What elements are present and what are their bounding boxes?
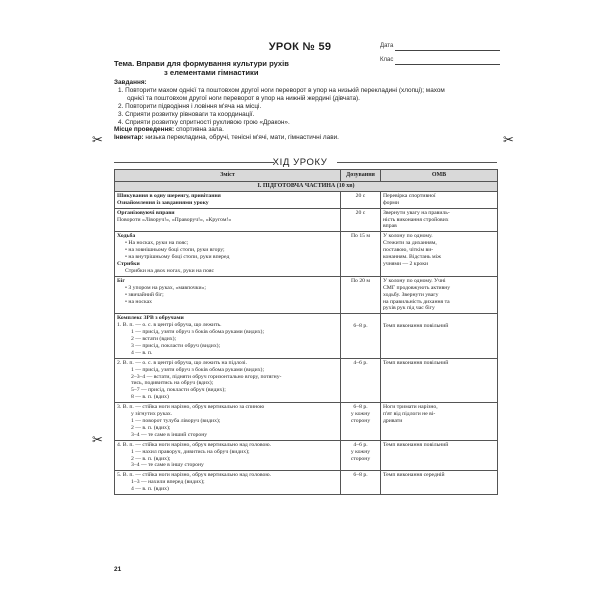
- row-text: 1. В. п. — о. с. в центрі обруча, що лежить.: [117, 322, 222, 329]
- row-text: 3 — присід, покласти обруч (видих);: [131, 342, 221, 349]
- row-text: 1 — присід, узяти обруч з боків обома руками (видих);: [131, 329, 265, 336]
- row-text: 2 — в. п. (вдих);: [131, 424, 171, 431]
- table-row: [115, 191, 498, 208]
- table-header-row: [115, 170, 498, 182]
- table-row: [115, 276, 498, 314]
- table-row: [115, 232, 498, 276]
- tasks-heading: Завдання:: [114, 79, 147, 86]
- row-text: Організовуючі вправи: [117, 209, 175, 216]
- row-text: 5. В. п. — стійка ноги нарізно, обруч вертикально над головою.: [117, 472, 272, 479]
- row-omv: У колону по одному.: [383, 233, 433, 240]
- task-4: 4. Сприяти розвитку спритності рухливою грою «Дракон».: [118, 118, 290, 126]
- row-omv: Стежити за диханням,: [383, 240, 437, 247]
- place-label: Місце проведення:: [114, 126, 175, 134]
- row-text: 3. В. п. — стійка ноги нарізно, обруч вертикально за спиною: [117, 404, 265, 411]
- row-omv: Перевірка спортивної: [383, 192, 436, 199]
- table-row: [115, 358, 498, 402]
- scissors-icon-lower: ✂: [92, 433, 103, 448]
- row-text: Стрибки на двох ногах, руки на пояс: [125, 267, 214, 274]
- class-label: Клас: [380, 57, 394, 63]
- row-text: Повороти «Ліворуч!», «Праворуч!», «Кругом!»: [117, 216, 232, 223]
- lesson-title: УРОК № 59: [268, 41, 332, 53]
- row-text: Шикування в одну шеренгу, привітання: [117, 192, 221, 199]
- table-row: [115, 403, 498, 441]
- row-omv: У колону по одному. Учні: [383, 277, 446, 284]
- task-1-line-2: однієї та поштовхом другої ноги переворот в упор на нижній жердині (дівчата).: [127, 94, 360, 102]
- divider-right: [337, 162, 497, 163]
- row-text: • З упором на руках, «мавпочки»;: [125, 284, 206, 291]
- row-text: Стрибки: [117, 260, 140, 267]
- scissors-icon-right: ✂: [503, 133, 514, 148]
- row-text: тись, подивитись на обруч (вдих);: [131, 380, 214, 387]
- row-text: Комплекс ЗРВ з обручами: [117, 315, 184, 322]
- row-text: у зігнутих руках.: [131, 411, 173, 418]
- page-number: 21: [114, 566, 122, 573]
- topic-line-1: Тема. Вправи для формування культури рухів: [114, 59, 289, 68]
- col-header-content: Зміст: [115, 170, 341, 182]
- row-text: Біг: [117, 277, 125, 284]
- task-3: 3. Сприяти розвитку рівноваги та координації.: [118, 110, 255, 118]
- row-text: 3–4 — те саме в іншу сторону: [131, 462, 204, 469]
- inventory-label: Інвентар:: [114, 134, 144, 142]
- task-1-line-1: 1. Повторити махом однієї та поштовхом другої ноги переворот в упор на низькій перекладині (хлопці); махом: [118, 86, 445, 94]
- row-text: 2. В. п. — о. с. в центрі обруча, що лежить на підлозі.: [117, 359, 247, 366]
- table-row: [115, 314, 498, 358]
- row-dosage-note: сторону: [350, 455, 371, 462]
- row-dosage-note: у кожну: [350, 411, 371, 418]
- table-row: [115, 471, 498, 495]
- date-label: Дата: [380, 43, 394, 49]
- row-text: • на внутрішньому боці стопи, руки вперед: [125, 254, 230, 261]
- row-omv: Ноги тримати нарізно,: [383, 404, 438, 411]
- row-text: 2 — в. п. (вдих);: [131, 455, 171, 462]
- row-text: 4 — в. п. (вдих): [131, 486, 169, 493]
- row-text: 1–3 — нахили вперед (видих);: [131, 479, 205, 486]
- place-value: спортивна зала.: [174, 126, 224, 134]
- row-omv: Темп виконання повільний: [383, 441, 449, 448]
- section-row: [115, 181, 498, 191]
- row-text: 1 — присід, узяти обруч з боків обома руками (видих);: [131, 366, 265, 373]
- row-omv: Темп виконання середній: [383, 472, 445, 479]
- row-omv: СМГ продовжують активну: [383, 284, 451, 291]
- row-omv: дривати: [383, 418, 403, 424]
- row-omv: форми: [383, 199, 399, 206]
- row-omv: Темп виконання повільний: [383, 323, 449, 330]
- lesson-table: [114, 169, 498, 495]
- row-text: 3–4 — те саме в інший сторону: [131, 431, 208, 438]
- date-line: [395, 50, 500, 51]
- table-row: [115, 440, 498, 471]
- row-dosage-note: сторону: [350, 418, 371, 424]
- row-text: • На носках, руки на пояс;: [125, 240, 189, 247]
- row-omv: Темп виконання повільний: [383, 359, 449, 366]
- row-omv: на правильність дихання та: [383, 298, 450, 305]
- task-2: 2. Повторити підводіння і ловіння м'яча на місці.: [118, 102, 262, 110]
- row-omv: поставою, чіткім ви-: [383, 247, 434, 254]
- row-text: 4 — в. п.: [131, 349, 153, 356]
- row-text: 4. В. п. — стійка ноги нарізно, обруч вертикально над головою.: [117, 441, 272, 448]
- col-header-dosage: Дозування: [341, 170, 381, 182]
- row-omv: вправ: [383, 223, 397, 230]
- row-omv: п'ят від підлоги не ві-: [383, 411, 436, 418]
- row-omv: учнями — 2 кроки: [383, 260, 429, 267]
- row-omv: конанням. Відстань між: [383, 254, 442, 261]
- row-dosage: 20 с: [341, 191, 381, 208]
- row-text: 1 — поворот тулуба ліворуч (видих);: [131, 418, 221, 424]
- row-dosage: 20 с: [341, 208, 381, 232]
- topic-line-2: з елементами гімнастики: [164, 68, 259, 77]
- row-dosage: По 15 м: [341, 232, 381, 276]
- row-text: 2 — встати (вдих);: [131, 336, 177, 343]
- tasks-block: [114, 79, 494, 142]
- lesson-flow-title: ХІД УРОКУ: [272, 157, 328, 168]
- row-text: 8 — в. п. (вдих): [131, 394, 169, 401]
- row-dosage: По 20 м: [341, 276, 381, 314]
- row-dosage: 6–8 р.: [353, 404, 368, 411]
- row-text: • на носках: [125, 298, 153, 305]
- scissors-icon: ✂: [92, 133, 103, 148]
- row-text: • звичайний біг;: [125, 291, 164, 298]
- row-omv: рухів рук під час бігу: [383, 305, 435, 312]
- row-text: Ознайомлення із завданнями уроку: [117, 199, 209, 206]
- inventory-line: [114, 134, 494, 142]
- row-omv: Звернути увагу на правиль-: [383, 209, 450, 216]
- row-text: 1 — нахил праворуч, дивитись на обруч (видих);: [131, 448, 250, 455]
- row-omv: ходьбу. Звернути увагу: [383, 291, 439, 298]
- row-dosage-note: у кожну: [350, 448, 371, 455]
- lesson-topic: [114, 59, 384, 77]
- row-dosage: 6–8 р.: [341, 314, 381, 358]
- row-text: Ходьба: [117, 233, 136, 240]
- row-dosage: 4–6 р.: [341, 358, 381, 402]
- row-omv: ність виконання стройових: [383, 216, 449, 223]
- table-row: [115, 208, 498, 232]
- row-dosage: 6–8 р.: [341, 471, 381, 495]
- row-text: • на зовнішньому боці стопи, руки вгору;: [125, 247, 225, 254]
- row-dosage: 4–6 р.: [353, 441, 368, 448]
- row-text: 2–3–4 — встати, підняти обруч горизонтально вгору, потягну-: [131, 373, 282, 380]
- class-line: [395, 64, 500, 65]
- col-header-omv: ОМВ: [381, 170, 498, 182]
- section-title: I. ПІДГОТОВЧА ЧАСТИНА (10 хв): [115, 181, 498, 191]
- row-text: 5–7 — присід, покласти обруч (видих);: [131, 387, 226, 394]
- inventory-value: низька перекладина, обручі, тенісні м'ячі, мати, гімнастичні лави.: [143, 134, 339, 142]
